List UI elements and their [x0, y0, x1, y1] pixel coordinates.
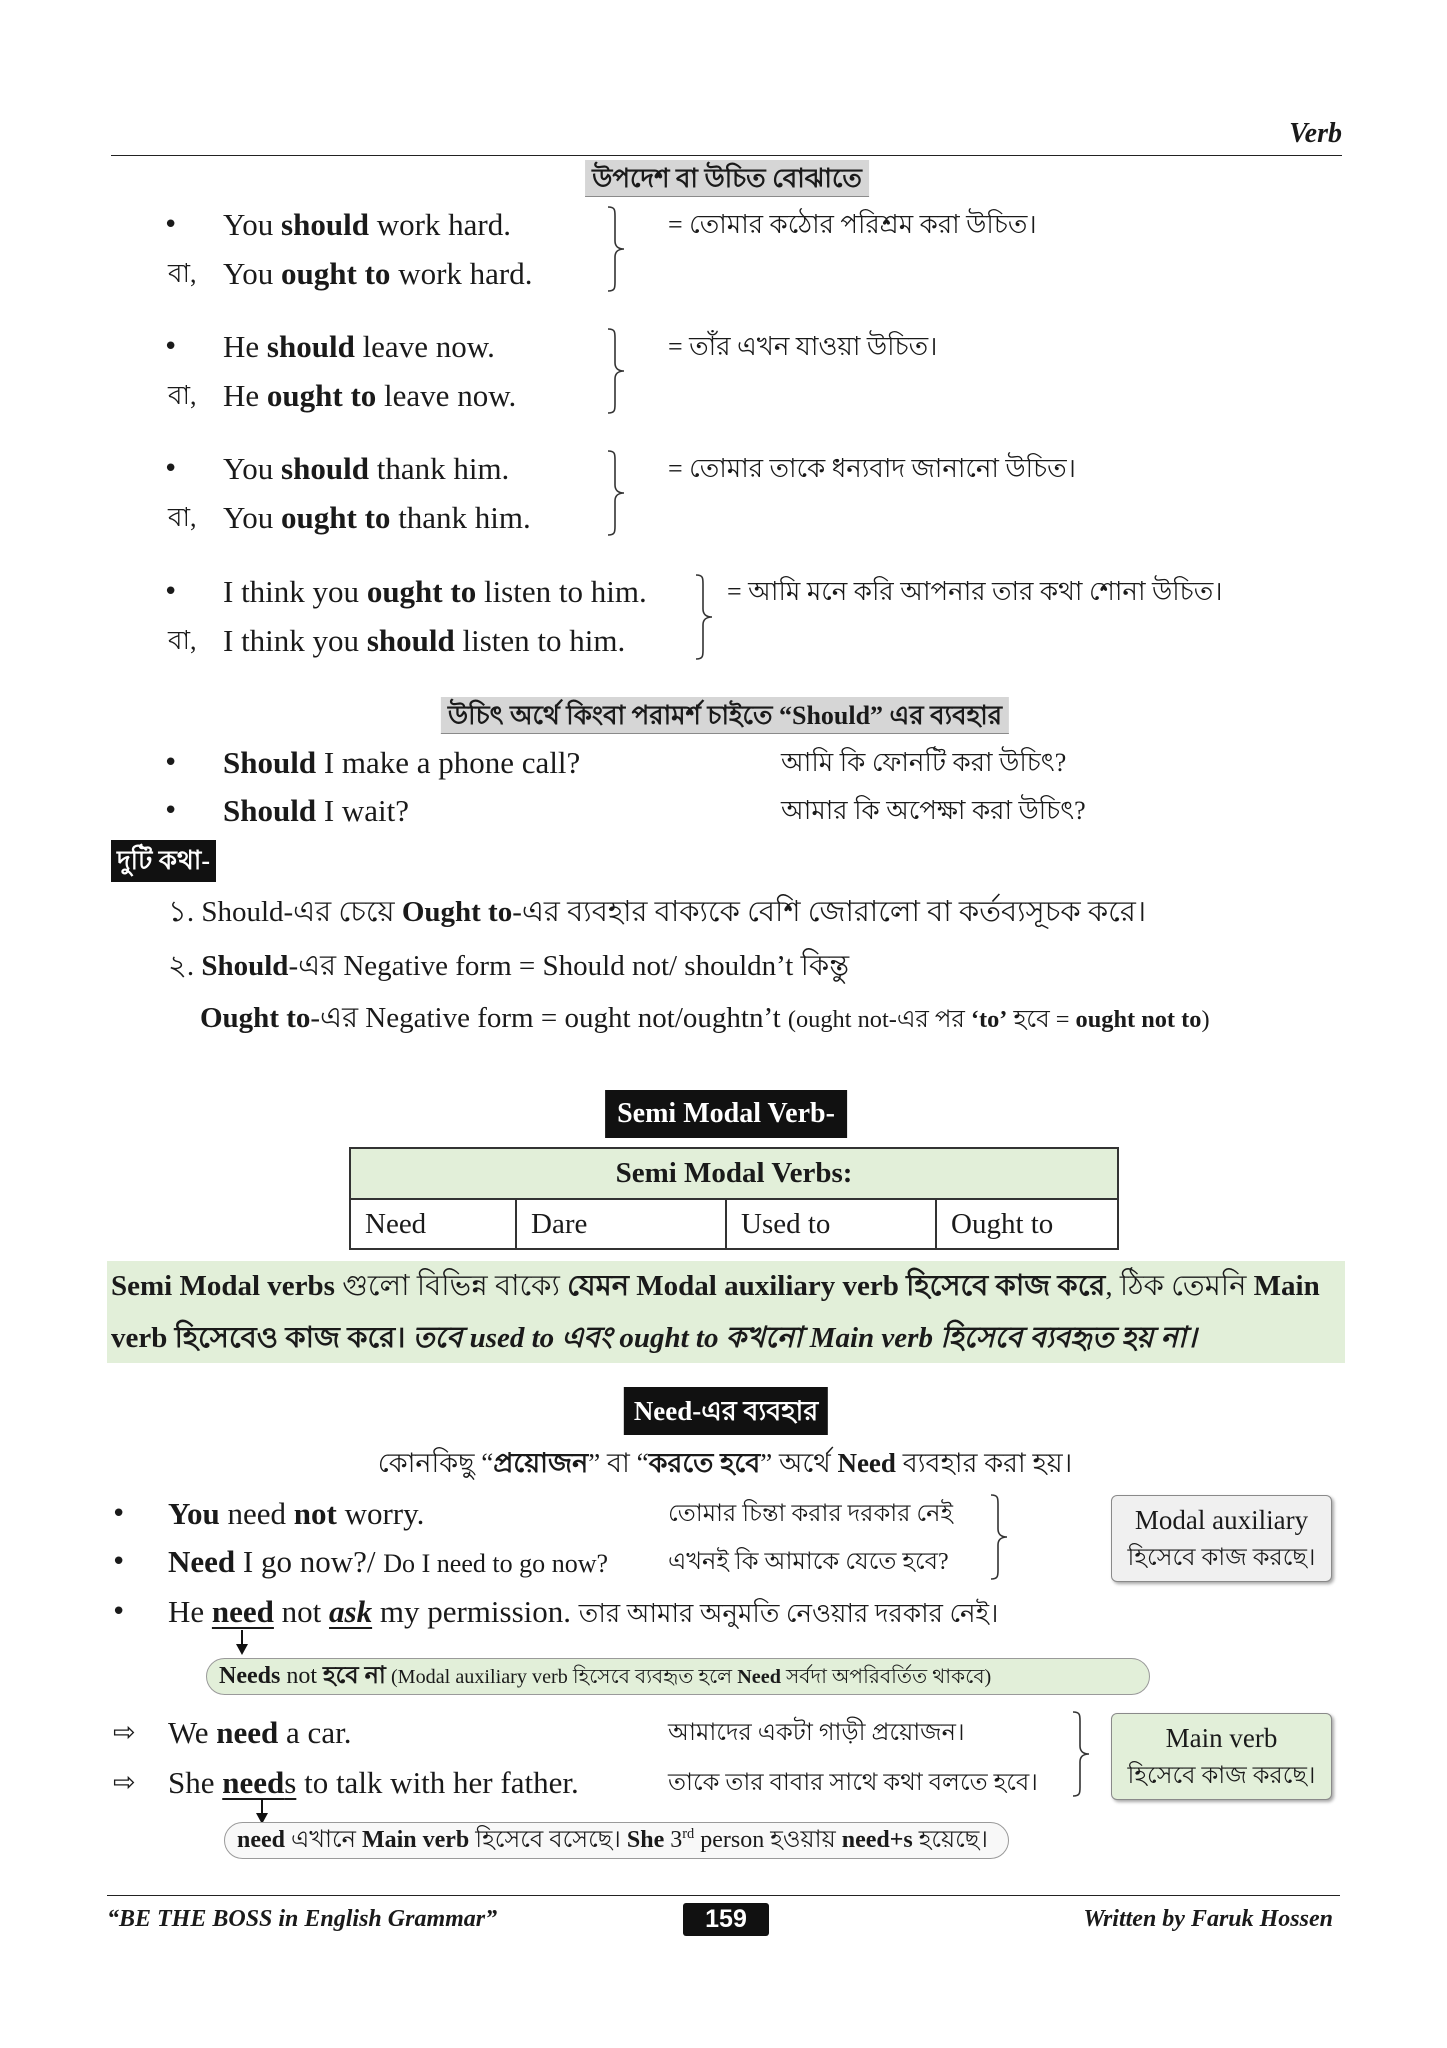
- text-segment: Do I need to go now?: [383, 1549, 609, 1578]
- right-arrow-icon: [113, 1713, 136, 1753]
- text-segment: She: [168, 1765, 223, 1800]
- bengali-meaning: আমাদের একটা গাড়ী প্রয়োজন।: [668, 1720, 965, 1746]
- modal-example: [168, 1592, 998, 1632]
- text-segment: হবে না: [323, 1663, 386, 1689]
- role-title: Modal auxiliary: [1134, 1505, 1309, 1535]
- or-label: বা,: [168, 381, 197, 410]
- text-segment: (Modal auxiliary verb হিসেবে ব্যবহৃত হলে: [385, 1666, 738, 1688]
- text-segment: করতে হবে: [648, 1448, 761, 1478]
- header-rule: [111, 155, 1342, 156]
- table-row: [350, 1199, 1118, 1249]
- text-segment: not: [280, 1663, 323, 1689]
- text-segment: work hard.: [368, 207, 511, 242]
- text-segment: Need: [737, 1666, 781, 1688]
- text-segment: leave now.: [376, 378, 517, 413]
- text-segment: not: [293, 1496, 337, 1531]
- text-segment: You: [223, 256, 282, 291]
- right-arrow-icon: [113, 1763, 136, 1803]
- text-segment: rd: [682, 1826, 695, 1842]
- text-segment: I think you: [223, 574, 367, 609]
- bengali-meaning: = তোমার তাকে ধন্যবাদ জানানো উচিত।: [668, 454, 1076, 483]
- bengali-meaning: তোমার চিন্তা করার দরকার নেই: [668, 1501, 953, 1527]
- example-sentence: [223, 205, 511, 245]
- bengali-meaning: এখনই কি আমাকে যেতে হবে?: [668, 1549, 949, 1575]
- text-segment: thank him.: [390, 500, 531, 535]
- text-segment: need: [219, 1496, 294, 1531]
- bengali-meaning: আমি কি ফোনটি করা উচিৎ?: [781, 748, 1067, 777]
- text-segment: হিসেবেও কাজ করে।: [174, 1322, 413, 1354]
- text-segment: I go now?/: [235, 1544, 384, 1579]
- bengali-meaning: তাকে তার বাবার সাথে কথা বলতে হবে।: [668, 1770, 1038, 1796]
- bullet-icon: [163, 449, 178, 489]
- main-note-pill: [224, 1822, 1009, 1859]
- semi-modal-note-box: [107, 1261, 1345, 1363]
- main-verb-role-box: [1111, 1713, 1332, 1800]
- author-credit: Written by Faruk Hossen: [1083, 1906, 1333, 1932]
- text-segment: person হওয়ায়: [694, 1827, 842, 1853]
- text-segment: Modal auxiliary verb: [636, 1270, 899, 1302]
- text-segment: -এর Negative form = Should not/ shouldn’t কিন্তু: [288, 950, 850, 982]
- bengali-meaning: = আমি মনে করি আপনার তার কথা শোনা উচিত।: [727, 577, 1223, 606]
- main-verb-example: [168, 1763, 579, 1803]
- table-cell: Used to: [726, 1199, 936, 1249]
- text-segment: You: [168, 1496, 220, 1531]
- right-brace-icon: [605, 450, 627, 536]
- bullet-icon: [111, 1542, 126, 1582]
- text-segment: (ought not-এর পর: [787, 1006, 971, 1033]
- text-segment: এখানে: [285, 1827, 362, 1853]
- or-label: বা,: [168, 503, 197, 532]
- right-brace-icon: [605, 328, 627, 414]
- text-segment: সর্বদা অপরিবর্তিত থাকবে): [780, 1666, 992, 1688]
- text-segment: Should: [201, 950, 289, 982]
- note-point-2-continued: [200, 998, 1210, 1038]
- text-segment: He: [168, 1594, 212, 1629]
- text-segment: যেমন: [567, 1270, 630, 1302]
- text-segment: leave now.: [354, 329, 495, 364]
- text-segment: listen to him.: [454, 623, 626, 658]
- advice-heading: উপদেশ বা উচিত বোঝাতে: [585, 160, 869, 197]
- right-brace-icon: [605, 206, 627, 292]
- text-segment: 3: [664, 1827, 683, 1853]
- text-segment: need: [216, 1715, 279, 1750]
- text-segment: need: [237, 1827, 285, 1853]
- bullet-icon: [163, 572, 178, 612]
- text-segment: worry.: [336, 1496, 425, 1531]
- arrow-down-icon: [232, 1630, 252, 1656]
- role-subtitle: হিসেবে কাজ করছে।: [1127, 1545, 1316, 1571]
- note-point-2: [168, 946, 849, 986]
- text-segment: ‘to’: [970, 1006, 1008, 1033]
- text-segment: হয়েছে।: [912, 1827, 988, 1853]
- semi-modal-label: Semi Modal Verb-: [605, 1090, 847, 1138]
- text-segment: ১. Should-এর চেয়ে: [168, 896, 402, 928]
- semi-modal-note-line-1: [111, 1266, 1320, 1306]
- text-segment: I make a phone call?: [316, 745, 581, 780]
- example-sentence: [223, 572, 647, 612]
- text-segment: should: [366, 623, 455, 658]
- need-usage-label: Need-এর ব্যবহার: [624, 1387, 828, 1435]
- bullet-icon: [111, 1592, 126, 1632]
- text-segment: Should: [223, 793, 317, 828]
- text-segment: I wait?: [316, 793, 410, 828]
- text-segment: হিসেবে কাজ করে: [906, 1270, 1106, 1302]
- example-sentence-alt: [223, 621, 625, 661]
- bengali-meaning: আমার কি অপেক্ষা করা উচিৎ?: [781, 796, 1086, 825]
- table-cell: Ought to: [936, 1199, 1118, 1249]
- text-segment: Need: [837, 1448, 896, 1478]
- text-segment: I think you: [223, 623, 367, 658]
- text-segment: You: [223, 500, 282, 535]
- text-segment: তবে: [412, 1322, 470, 1354]
- text-segment: need: [222, 1765, 285, 1800]
- role-subtitle: হিসেবে কাজ করছে।: [1127, 1763, 1316, 1789]
- modal-auxiliary-role-box: [1111, 1495, 1332, 1582]
- text-segment: Needs: [219, 1663, 281, 1689]
- text-segment: used to: [469, 1322, 555, 1354]
- text-segment: Main: [1253, 1270, 1320, 1302]
- text-segment: a car.: [278, 1715, 352, 1750]
- text-segment: গুলো বিভিন্ন বাক্যে: [334, 1270, 568, 1302]
- main-verb-example: [168, 1713, 351, 1753]
- right-brace-icon: [988, 1494, 1010, 1580]
- book-title: “BE THE BOSS in English Grammar”: [107, 1906, 498, 1932]
- text-segment: কখনো Main verb হিসেবে ব্যবহৃত হয় না।: [718, 1322, 1197, 1354]
- bullet-icon: [163, 327, 178, 367]
- text-segment: verb: [111, 1322, 175, 1354]
- example-sentence-alt: [223, 376, 516, 416]
- section-title: Verb: [1289, 118, 1342, 149]
- text-segment: You: [223, 207, 282, 242]
- question-sentence: [223, 743, 580, 783]
- modal-note-pill: [206, 1658, 1150, 1695]
- table-cell: Need: [350, 1199, 516, 1249]
- text-segment: Semi Modal verbs: [111, 1270, 335, 1302]
- text-segment: thank him.: [368, 451, 510, 486]
- text-segment: ought to: [366, 574, 477, 609]
- text-segment: s: [284, 1765, 297, 1800]
- bengali-meaning: = তাঁর এখন যাওয়া উচিত।: [668, 332, 938, 361]
- text-segment: Ought to: [200, 1002, 311, 1034]
- or-label: বা,: [168, 259, 197, 288]
- text-segment: Main verb: [361, 1827, 470, 1853]
- example-sentence: [223, 449, 509, 489]
- text-segment: listen to him.: [476, 574, 647, 609]
- text-segment: Should: [223, 745, 317, 780]
- text-segment: Ought to: [401, 896, 513, 928]
- text-segment: ): [1201, 1006, 1210, 1033]
- table-cell: Dare: [516, 1199, 726, 1249]
- page-number: 159: [683, 1903, 769, 1936]
- or-label: বা,: [168, 626, 197, 655]
- text-segment: এবং: [554, 1322, 620, 1354]
- semi-modal-table: [349, 1147, 1119, 1250]
- example-sentence: [223, 327, 495, 367]
- text-segment: প্রয়োজন: [493, 1448, 589, 1478]
- bullet-icon: [163, 743, 178, 783]
- example-sentence-alt: [223, 498, 531, 538]
- bullet-icon: [163, 791, 178, 831]
- text-segment: She: [626, 1827, 665, 1853]
- text-segment: ask: [329, 1594, 373, 1629]
- text-segment: not: [273, 1594, 330, 1629]
- text-segment: ought to: [281, 500, 391, 535]
- text-segment: ought not to: [1075, 1006, 1202, 1033]
- semi-modal-note-line-2: [111, 1318, 1197, 1358]
- text-segment: ought to: [266, 378, 377, 413]
- note-point-1: [168, 892, 1146, 932]
- example-sentence-alt: [223, 254, 532, 294]
- notes-label: দুটি কথা-: [111, 840, 216, 882]
- text-segment: should: [281, 207, 369, 242]
- text-segment: need: [211, 1594, 274, 1629]
- text-segment: হিসেবে বসেছে।: [469, 1827, 627, 1853]
- text-segment: হবে =: [1007, 1006, 1076, 1033]
- text-segment: work hard.: [390, 256, 533, 291]
- text-segment: ought to: [281, 256, 391, 291]
- table-header: Semi Modal Verbs:: [350, 1148, 1118, 1199]
- text-segment: কোনকিছু “: [377, 1448, 494, 1478]
- text-segment: my permission.: [372, 1594, 579, 1629]
- text-segment: should: [266, 329, 355, 364]
- modal-example: [168, 1542, 608, 1582]
- right-brace-icon: [693, 574, 715, 660]
- text-segment: He: [223, 378, 267, 413]
- table-header-row: [350, 1148, 1118, 1199]
- footer-rule: [107, 1895, 1340, 1896]
- text-segment: ought to: [619, 1322, 719, 1354]
- modal-example: [168, 1494, 424, 1534]
- right-brace-icon: [1070, 1711, 1092, 1797]
- text-segment: ” অর্থে: [760, 1448, 838, 1478]
- text-segment: ব্যবহার করা হয়।: [895, 1448, 1073, 1478]
- text-segment: He: [223, 329, 267, 364]
- text-segment: -এর Negative form = ought not/oughtn’t: [310, 1002, 788, 1034]
- text-segment: You: [223, 451, 282, 486]
- text-segment: need+s: [841, 1827, 913, 1853]
- text-segment: ” বা “: [588, 1448, 649, 1478]
- question-sentence: [223, 791, 409, 831]
- text-segment: , ঠিক তেমনি: [1105, 1270, 1254, 1302]
- should-usage-heading: উচিৎ অর্থে কিংবা পরামর্শ চাইতে “Should” এর ব্যবহার: [441, 697, 1009, 734]
- bullet-icon: [163, 205, 178, 245]
- text-segment: should: [281, 451, 369, 486]
- text-segment: -এর ব্যবহার বাক্যকে বেশি জোরালো বা কর্তব্যসূচক করে।: [512, 896, 1147, 928]
- text-segment: Need: [168, 1544, 236, 1579]
- role-title: Main verb: [1165, 1723, 1278, 1753]
- text-segment: We: [168, 1715, 217, 1750]
- bullet-icon: [111, 1494, 126, 1534]
- bengali-meaning: = তোমার কঠোর পরিশ্রম করা উচিত।: [668, 210, 1037, 239]
- text-segment: to talk with her father.: [296, 1765, 579, 1800]
- need-intro: [378, 1443, 1073, 1483]
- text-segment: ২.: [168, 950, 202, 982]
- text-segment: তার আমার অনুমতি নেওয়ার দরকার নেই।: [578, 1599, 999, 1628]
